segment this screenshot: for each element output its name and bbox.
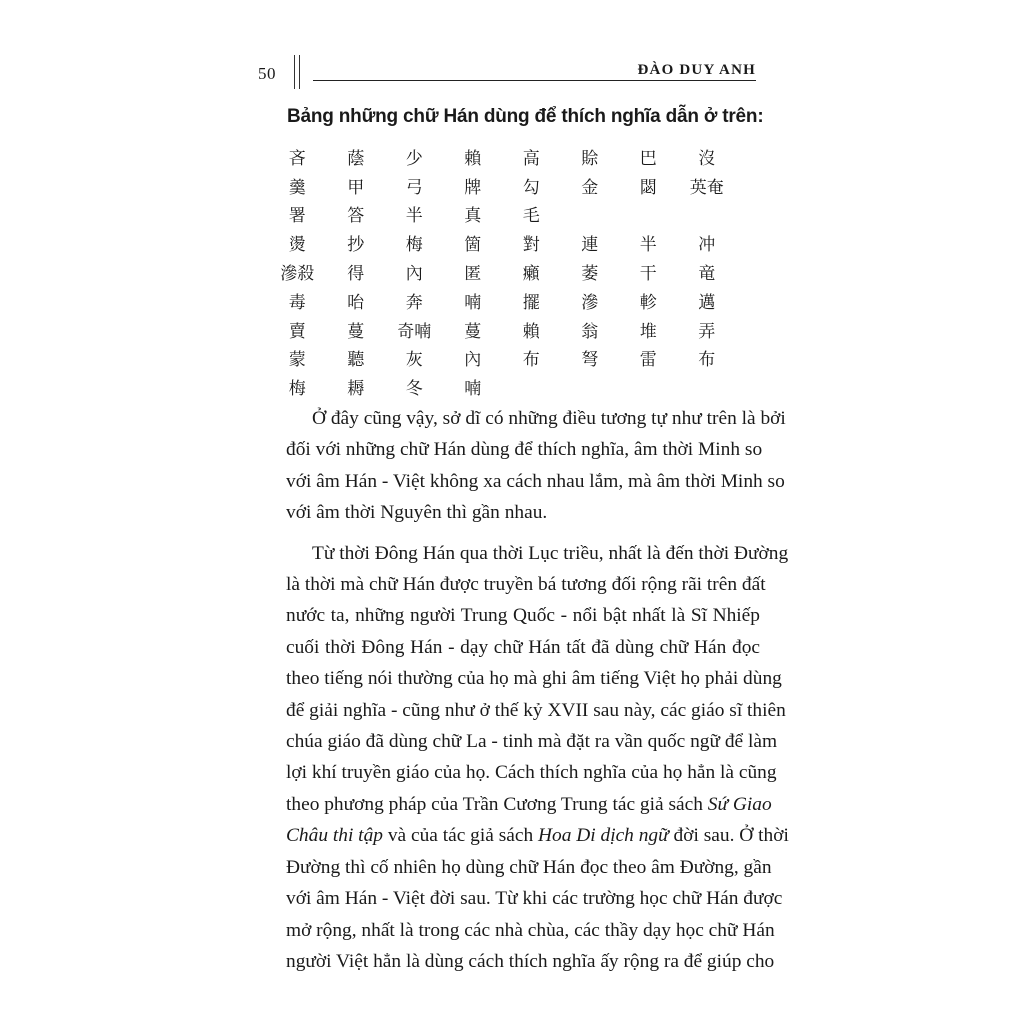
char-table-cell: 毛	[522, 206, 540, 227]
text-line: Đường thì cố nhiên họ dùng chữ Hán đọc theo âm Đường, gần	[286, 856, 772, 878]
char-table-cell: 匿	[464, 264, 482, 285]
text-line: nước ta, những người Trung Quốc - nổi bật nhất là Sĩ Nhiếp	[286, 605, 760, 627]
char-table-cell: 燙	[288, 235, 306, 256]
text-line: Từ thời Đông Hán qua thời Lục triều, nhất là đến thời Đường	[312, 542, 789, 564]
char-table-row	[268, 257, 748, 286]
char-table-cell: 弩	[581, 350, 599, 371]
char-table-cell: 布	[522, 350, 540, 371]
char-table-cell: 羹	[288, 177, 306, 198]
header-rule	[313, 80, 756, 81]
char-table-row	[268, 372, 748, 401]
text-line: là thời mà chữ Hán được truyền bá tương đối rộng rãi trên đất	[286, 574, 766, 596]
char-table-cell: 雷	[639, 350, 657, 371]
char-table-cell: 內	[464, 350, 482, 371]
char-table-cell: 堆	[639, 321, 657, 342]
text-span: đời sau. Ở thời	[668, 825, 789, 847]
char-table-cell: 賴	[522, 321, 540, 342]
char-table-cell: 干	[639, 264, 657, 285]
char-table-cell: 賴	[464, 148, 482, 169]
char-table-cell: 邁	[698, 292, 716, 313]
char-table-row	[268, 344, 748, 373]
text-line-with-italic	[260, 820, 789, 851]
paragraph-1	[260, 403, 786, 529]
char-table-cell: 英奄	[689, 177, 724, 198]
text-line: cuối thời Đông Hán - dạy chữ Hán tất đã dùng chữ Hán đọc	[286, 636, 760, 658]
char-table-cell: 聽	[347, 350, 365, 371]
char-table-cell: 咍	[347, 292, 365, 313]
char-table-cell: 擺	[522, 292, 540, 313]
text-line: với âm Hán - Việt không xa cách nhau lắm, mà âm thời Minh so	[286, 470, 785, 492]
char-table-cell: 喃	[464, 379, 482, 400]
char-table-cell: 署	[288, 206, 306, 227]
text-span: theo phương pháp của Trần Cương Trung tác giả sách	[286, 793, 708, 815]
char-table-cell: 毒	[288, 292, 306, 313]
text-line: Ở đây cũng vậy, sở dĩ có những điều tương tự như trên là bởi	[312, 408, 786, 429]
page-number: 50	[258, 64, 276, 83]
body-text	[260, 403, 789, 977]
char-table-cell: 牌	[464, 177, 482, 198]
char-table-cell: 答	[347, 206, 365, 227]
char-table-cell: 布	[698, 350, 716, 371]
char-table-cell: 巴	[639, 148, 657, 169]
char-table-cell: 賒	[581, 148, 599, 169]
header-divider-marks	[294, 55, 300, 89]
char-table-cell: 閟	[639, 177, 657, 198]
char-table-cell: 梅	[288, 379, 306, 400]
char-table-cell: 少	[405, 148, 423, 169]
text-line: với âm thời Nguyên thì gần nhau.	[286, 502, 548, 524]
text-line: theo tiếng nói thường của họ mà ghi âm tiếng Việt họ phải dùng	[286, 668, 782, 690]
char-table-cell: 冲	[698, 235, 716, 256]
char-table-cell: 奇喃	[397, 321, 432, 342]
char-table-cell: 沒	[698, 148, 716, 169]
char-table-cell: 弄	[698, 321, 716, 342]
char-table-cell: 滲殺	[280, 264, 315, 285]
char-table-cell: 癩	[522, 264, 540, 285]
text-line: để giải nghĩa - cũng như ở thế kỷ XVII sau này, các giáo sĩ thiên	[286, 699, 786, 721]
char-table-cell: 喃	[464, 292, 482, 313]
char-table-cell: 得	[347, 264, 365, 285]
char-table-row	[268, 228, 748, 257]
char-table-cell: 耨	[347, 379, 365, 400]
text-line: mở rộng, nhất là trong các nhà chùa, các thầy dạy học chữ Hán	[286, 919, 775, 941]
char-table-cell: 吝	[288, 148, 306, 169]
char-table-cell: 竜	[698, 264, 716, 285]
char-table-cell: 滲	[581, 292, 599, 313]
char-table-cell: 蔓	[464, 321, 482, 342]
char-table-cell: 內	[405, 264, 423, 285]
char-table-row	[268, 200, 748, 229]
char-table-cell: 高	[522, 148, 540, 169]
text-line: lợi khí truyền giáo của họ. Cách thích nghĩa của họ hẳn là cũng	[286, 762, 777, 784]
char-table-cell: 奔	[405, 292, 423, 313]
book-title-italic: Hoa Di dịch ngữ	[538, 825, 669, 847]
char-table-cell: 蔓	[347, 321, 365, 342]
char-table-cell: 梅	[405, 235, 423, 256]
char-table-cell: 真	[464, 206, 482, 227]
char-table-cell: 金	[581, 177, 599, 198]
char-table-cell: 賣	[288, 321, 306, 342]
running-head-author: ĐÀO DUY ANH	[637, 62, 756, 78]
char-table-cell: 蔭	[347, 148, 365, 169]
paragraph-2	[260, 538, 789, 978]
char-table-row	[268, 142, 748, 171]
char-table-row	[268, 286, 748, 315]
char-table-cell: 萎	[581, 264, 599, 285]
char-table-cell: 抄	[347, 235, 365, 256]
char-table-cell: 半	[405, 206, 423, 227]
char-table-cell: 灰	[405, 350, 423, 371]
text-span: và của tác giả sách	[382, 825, 539, 847]
text-line: với âm Hán - Việt đời sau. Từ khi các trường học chữ Hán được	[286, 888, 783, 910]
char-table-row	[268, 315, 748, 344]
char-table-cell: 連	[581, 235, 599, 256]
char-table-cell: 翁	[581, 321, 599, 342]
char-table-cell: 箇	[464, 235, 482, 256]
text-line: chúa giáo đã dùng chữ La - tinh mà đặt ra vần quốc ngữ để làm	[286, 731, 778, 753]
char-table-cell: 弓	[405, 177, 423, 198]
char-table-cell: 半	[639, 235, 657, 256]
char-table-cell: 冬	[405, 379, 423, 400]
char-table-cell: 勾	[522, 177, 540, 198]
text-line: người Việt hẳn là dùng cách thích nghĩa ấy rộng ra để giúp cho	[286, 950, 775, 972]
text-line-with-italic	[260, 789, 772, 820]
char-table-row	[268, 171, 748, 200]
char-table-cell: 對	[522, 235, 540, 256]
char-table-cell: 蒙	[288, 350, 306, 371]
text-line: đối với những chữ Hán dùng để thích nghĩa, âm thời Minh so	[286, 439, 763, 461]
char-table-cell: 甲	[347, 177, 365, 198]
book-title-italic: Châu thi tập	[286, 825, 383, 847]
table-title: Bảng những chữ Hán dùng để thích nghĩa dẫn ở trên:	[287, 106, 764, 127]
book-title-italic: Sứ Giao	[707, 793, 772, 815]
chinese-character-table	[268, 142, 748, 401]
char-table-cell: 軫	[639, 292, 657, 313]
